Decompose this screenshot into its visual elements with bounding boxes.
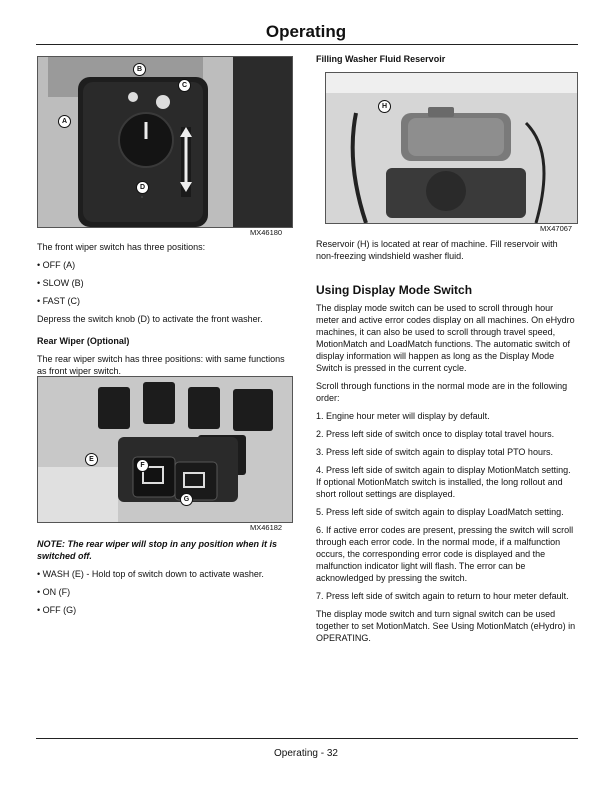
washer-reservoir-illustration	[326, 73, 577, 223]
callout-c: C	[178, 79, 191, 92]
front-wiper-switch-illustration	[38, 57, 292, 227]
callout-b: B	[133, 63, 146, 76]
list-item: 2. Press left side of switch once to display total travel hours.	[316, 429, 555, 439]
rear-wiper-note: NOTE: The rear wiper will stop in any position when it is switched off.	[37, 539, 278, 561]
callout-h: H	[378, 100, 391, 113]
page-title: Operating	[265, 22, 347, 41]
list-item: 4. Press left side of switch again to display MotionMatch setting. If optional MotionMatch switch is installed, the long rollout and short rollout settings are displayed.	[316, 465, 571, 499]
front-wiper-intro: The front wiper switch has three positions:	[37, 242, 206, 252]
callout-d: D	[136, 181, 149, 194]
list-item: 5. Press left side of switch again to display LoadMatch setting.	[316, 507, 564, 517]
callout-g: G	[180, 493, 193, 506]
callout-e: E	[85, 453, 98, 466]
list-item: • SLOW (B)	[37, 278, 84, 288]
list-item: • OFF (G)	[37, 605, 77, 615]
figure-caption: MX46180	[250, 228, 283, 237]
display-mode-paragraph-3: The display mode switch and turn signal switch can be used together to set MotionMatch. See Using MotionMatch (eHydro) in OPERATING.	[316, 609, 576, 643]
figure-caption: MX47067	[540, 224, 573, 233]
list-item: 1. Engine hour meter will display by default.	[316, 411, 490, 421]
footer-rule	[36, 738, 578, 739]
list-item: 6. If active error codes are present, pressing the switch will scroll through each error code. In the normal mode, if a malfunction occurs, the corresponding error code is displayed and the malfunction indicator light will flash. The error can be acknowledged by pressing the switch.	[316, 525, 574, 583]
rear-wiper-switch-figure	[37, 376, 293, 523]
left-text-block-1	[37, 241, 292, 383]
list-item: • ON (F)	[37, 587, 71, 597]
right-text-block	[316, 238, 578, 650]
page-number: Operating - 32	[274, 748, 338, 759]
reservoir-text: Reservoir (H) is located at rear of machine. Fill reservoir with non-freezing windshield washer fluid.	[316, 239, 558, 261]
list-item: • OFF (A)	[37, 260, 76, 270]
figure-caption: MX46182	[250, 523, 283, 532]
filling-heading-block	[316, 53, 578, 71]
list-item: 3. Press left side of switch again to display total PTO hours.	[316, 447, 553, 457]
display-mode-paragraph-2: Scroll through functions in the normal mode are in the following order:	[316, 381, 568, 403]
list-item: • FAST (C)	[37, 296, 80, 306]
header-rule	[36, 44, 578, 45]
list-item: 7. Press left side of switch again to return to hour meter default.	[316, 591, 569, 601]
front-wiper-switch-figure	[37, 56, 293, 228]
rear-wiper-heading: Rear Wiper (Optional)	[37, 336, 130, 346]
washer-reservoir-figure	[325, 72, 578, 224]
callout-a: A	[58, 115, 71, 128]
rear-wiper-switch-illustration	[38, 377, 292, 522]
display-mode-paragraph-1: The display mode switch can be used to scroll through hour meter and active error codes display on all machines. On eHydro machines, it can also be used to scroll through travel speed, MotionMatch and LoadMatch functions. The automatic switch of display information will happen as long as the Display Mode Switch is pressed in the current cycle.	[316, 303, 575, 373]
left-text-block-2	[37, 538, 292, 622]
callout-f: F	[136, 459, 149, 472]
display-mode-heading: Using Display Mode Switch	[316, 283, 473, 297]
filling-washer-heading: Filling Washer Fluid Reservoir	[316, 54, 446, 64]
front-washer-instruction: Depress the switch knob (D) to activate the front washer.	[37, 314, 263, 324]
rear-wiper-text: The rear wiper switch has three positions: with same functions as front wiper switch.	[37, 354, 285, 376]
list-item: • WASH (E) - Hold top of switch down to activate washer.	[37, 569, 264, 579]
